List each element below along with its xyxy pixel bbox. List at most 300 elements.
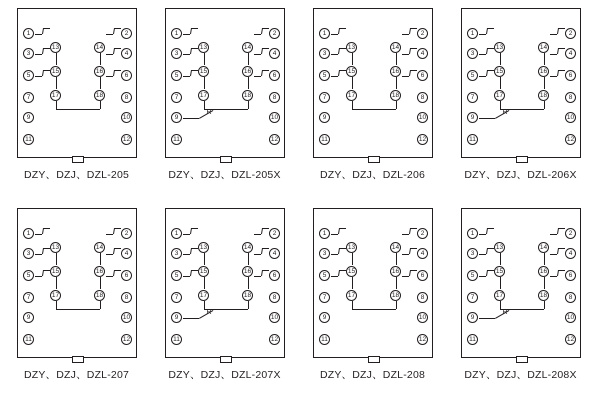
terminal-inner-right-18: 18	[391, 91, 400, 99]
terminal-right-2: 2	[121, 28, 132, 39]
terminal-inner-left-17: 17	[495, 91, 504, 99]
terminal-inner-left-13: 13	[51, 43, 60, 51]
terminal-right-4: 4	[269, 48, 280, 59]
terminal-left-11: 11	[23, 334, 34, 345]
inner-bridge-left-leg	[352, 301, 353, 309]
terminal-right-4: 4	[269, 248, 280, 259]
inner-bridge-right-leg	[396, 101, 397, 109]
terminal-left-3: 3	[171, 48, 182, 59]
terminal-inner-left-13: 13	[347, 243, 356, 251]
link-inner-right-a	[396, 53, 397, 65]
inner-bridge-right-leg	[396, 301, 397, 309]
terminal-left-11: 11	[467, 334, 478, 345]
terminal-left-7: 7	[171, 292, 182, 303]
diagram-cell-dzl-205x	[152, 8, 297, 182]
contact-mid-right-blade	[261, 48, 263, 54]
inner-bridge-bottom-link	[56, 109, 100, 110]
link-inner-left-b	[204, 77, 205, 89]
terminal-left-1: 1	[23, 228, 34, 239]
contact-mid-left-stub-left	[35, 54, 42, 55]
contact-mid-left-stub-left	[183, 54, 190, 55]
relay-panel-dzl-206[interactable]	[313, 8, 433, 158]
contact-mid-right-blade	[113, 48, 115, 54]
contact-mid-left-stub-left	[479, 54, 486, 55]
terminal-inner-right-16: 16	[243, 67, 252, 75]
link-inner-left-b	[56, 277, 57, 289]
terminal-right-8: 8	[565, 292, 576, 303]
contact-mid-left-stub-left	[35, 254, 42, 255]
terminal-right-8: 8	[269, 92, 280, 103]
terminal-left-7: 7	[319, 292, 330, 303]
contact-top-right-stub-left	[106, 234, 113, 235]
diagram-cell-dzl-206	[300, 8, 445, 182]
panel-caption: DZY、DZJ、DZL-205X	[168, 169, 281, 181]
contact-low-left-blade	[486, 70, 488, 76]
terminal-left-7: 7	[171, 92, 182, 103]
terminal-inner-right-16: 16	[391, 267, 400, 275]
terminal-left-3: 3	[319, 48, 330, 59]
terminal-left-5: 5	[171, 70, 182, 81]
link-inner-left-b	[56, 77, 57, 89]
contact-low-right-stub-left	[402, 276, 409, 277]
diagram-cell-dzl-208x	[448, 208, 593, 382]
contact-top-right-blade	[557, 28, 559, 34]
bottom-pin[interactable]	[220, 156, 232, 163]
terminal-inner-right-16: 16	[539, 67, 548, 75]
link-inner-right-b	[100, 77, 101, 89]
relay-panel-dzl-207x[interactable]	[165, 208, 285, 358]
contact-low-right-blade	[261, 270, 263, 276]
terminal-right-8: 8	[417, 292, 428, 303]
contact-low-right-blade	[409, 70, 411, 76]
contact-top-right-blade	[261, 228, 263, 234]
bottom-pin[interactable]	[368, 156, 380, 163]
terminal-inner-right-16: 16	[95, 67, 104, 75]
link-inner-right-b	[396, 277, 397, 289]
panel-caption: DZY、DZJ、DZL-205	[23, 169, 130, 181]
contact-top-left-stub-left	[35, 34, 42, 35]
contact-low-right-stub-left	[106, 76, 113, 77]
contact-low-left-blade	[190, 70, 192, 76]
terminal-inner-right-18: 18	[539, 291, 548, 299]
terminal-left-7: 7	[23, 292, 34, 303]
terminal-left-1: 1	[23, 28, 34, 39]
link-inner-right-a	[100, 253, 101, 265]
inner-bridge-bottom-link	[56, 309, 100, 310]
terminal-right-6: 6	[269, 270, 280, 281]
contact-top-left-stub-left	[331, 234, 338, 235]
terminal-left-9: 9	[171, 112, 182, 123]
relay-panel-dzl-208[interactable]	[313, 208, 433, 358]
contact-top-right-stub-left	[550, 34, 557, 35]
contact-mid-right-blade	[113, 248, 115, 254]
terminal-left-1: 1	[467, 28, 478, 39]
terminal-inner-left-13: 13	[495, 43, 504, 51]
contact-low-right-blade	[113, 70, 115, 76]
terminal-inner-left-17: 17	[199, 91, 208, 99]
contact-mid-right-blade	[409, 248, 411, 254]
terminal-right-8: 8	[121, 92, 132, 103]
terminal-inner-right-16: 16	[95, 267, 104, 275]
inner-bridge-right-leg	[544, 101, 545, 109]
contact-mid-left-blade	[42, 248, 44, 254]
contact-top-left-stub-left	[35, 234, 42, 235]
terminal-left-11: 11	[171, 334, 182, 345]
contact-top-left-stub-left	[331, 34, 338, 35]
terminal-left-3: 3	[23, 248, 34, 259]
contact-low-right-blade	[409, 270, 411, 276]
terminal-right-10: 10	[122, 113, 131, 121]
contact-low-left-blade	[338, 70, 340, 76]
terminal-inner-right-14: 14	[95, 43, 104, 51]
contact-top-left-blade	[42, 28, 44, 34]
terminal-right-2: 2	[269, 228, 280, 239]
terminal-inner-right-14: 14	[539, 43, 548, 51]
terminal-right-12: 12	[566, 135, 575, 143]
contact-top-right-blade	[409, 228, 411, 234]
coil-lead	[183, 318, 199, 319]
relay-panel-dzl-206x[interactable]	[461, 8, 581, 158]
contact-low-left-stub-left	[331, 276, 338, 277]
terminal-inner-right-16: 16	[243, 267, 252, 275]
terminal-left-9: 9	[319, 112, 330, 123]
contact-top-left-blade	[338, 28, 340, 34]
terminal-inner-left-15: 15	[495, 267, 504, 275]
terminal-inner-left-17: 17	[199, 291, 208, 299]
terminal-right-6: 6	[121, 70, 132, 81]
contact-top-right-stub-left	[254, 234, 261, 235]
link-inner-left-b	[500, 77, 501, 89]
contact-top-left-blade	[190, 28, 192, 34]
contact-top-left-stub-left	[183, 234, 190, 235]
terminal-right-2: 2	[121, 228, 132, 239]
contact-top-right-stub-left	[550, 234, 557, 235]
inner-bridge-right-leg	[248, 301, 249, 309]
terminal-right-2: 2	[417, 228, 428, 239]
link-inner-right-a	[544, 53, 545, 65]
link-inner-left-a	[352, 253, 353, 265]
terminal-inner-left-13: 13	[495, 243, 504, 251]
terminal-right-12: 12	[418, 335, 427, 343]
contact-low-right-stub-left	[550, 76, 557, 77]
contact-low-right-stub-left	[106, 276, 113, 277]
terminal-left-5: 5	[171, 270, 182, 281]
terminal-left-7: 7	[319, 92, 330, 103]
terminal-right-12: 12	[418, 135, 427, 143]
inner-bridge-right-leg	[544, 301, 545, 309]
terminal-right-4: 4	[565, 48, 576, 59]
terminal-right-2: 2	[565, 28, 576, 39]
link-inner-right-b	[544, 277, 545, 289]
terminal-right-12: 12	[122, 135, 131, 143]
bottom-pin[interactable]	[72, 156, 84, 163]
contact-low-right-blade	[557, 270, 559, 276]
terminal-inner-left-15: 15	[347, 267, 356, 275]
terminal-inner-right-14: 14	[95, 243, 104, 251]
terminal-inner-left-17: 17	[51, 291, 60, 299]
terminal-left-11: 11	[319, 334, 330, 345]
relay-panel-dzl-207[interactable]	[17, 208, 137, 358]
terminal-right-6: 6	[565, 270, 576, 281]
contact-low-right-stub-left	[402, 76, 409, 77]
diagram-cell-dzl-207x	[152, 208, 297, 382]
contact-mid-right-stub-left	[254, 254, 261, 255]
terminal-left-9: 9	[23, 312, 34, 323]
terminal-left-3: 3	[23, 48, 34, 59]
terminal-inner-left-13: 13	[347, 43, 356, 51]
contact-mid-left-blade	[338, 48, 340, 54]
contact-low-left-stub-left	[331, 76, 338, 77]
terminal-left-5: 5	[23, 70, 34, 81]
bottom-pin[interactable]	[72, 356, 84, 363]
terminal-inner-right-18: 18	[243, 291, 252, 299]
terminal-left-7: 7	[467, 292, 478, 303]
link-inner-left-b	[352, 77, 353, 89]
terminal-inner-right-18: 18	[95, 291, 104, 299]
terminal-right-4: 4	[121, 48, 132, 59]
bottom-pin[interactable]	[516, 156, 528, 163]
terminal-left-1: 1	[171, 28, 182, 39]
contact-top-right-blade	[409, 28, 411, 34]
terminal-inner-left-17: 17	[51, 91, 60, 99]
terminal-inner-left-13: 13	[51, 243, 60, 251]
contact-mid-right-blade	[557, 48, 559, 54]
diagram-cell-dzl-208	[300, 208, 445, 382]
relay-panel-dzl-208x[interactable]	[461, 208, 581, 358]
terminal-inner-right-16: 16	[391, 67, 400, 75]
contact-low-left-blade	[42, 270, 44, 276]
contact-mid-left-blade	[486, 48, 488, 54]
relay-panel-dzl-205[interactable]	[17, 8, 137, 158]
contact-low-left-stub-left	[35, 76, 42, 77]
terminal-right-12: 12	[122, 335, 131, 343]
terminal-right-4: 4	[121, 248, 132, 259]
diagram-cell-dzl-206x	[448, 8, 593, 182]
terminal-inner-left-15: 15	[347, 67, 356, 75]
inner-bridge-right-leg	[100, 101, 101, 109]
link-inner-right-b	[100, 277, 101, 289]
terminal-right-10: 10	[270, 313, 279, 321]
terminal-right-10: 10	[418, 113, 427, 121]
relay-panel-dzl-205x[interactable]	[165, 8, 285, 158]
contact-mid-left-blade	[338, 248, 340, 254]
terminal-right-2: 2	[565, 228, 576, 239]
contact-top-left-blade	[190, 228, 192, 234]
terminal-right-2: 2	[417, 28, 428, 39]
terminal-left-5: 5	[23, 270, 34, 281]
terminal-left-1: 1	[171, 228, 182, 239]
terminal-left-7: 7	[23, 92, 34, 103]
coil-label: R	[206, 309, 212, 316]
contact-mid-left-blade	[190, 248, 192, 254]
coil-lead	[183, 118, 199, 119]
contact-mid-right-blade	[557, 248, 559, 254]
inner-bridge-right-leg	[248, 101, 249, 109]
terminal-inner-left-17: 17	[347, 291, 356, 299]
terminal-inner-left-13: 13	[199, 243, 208, 251]
panel-caption: DZY、DZJ、DZL-207X	[168, 369, 281, 381]
terminal-left-3: 3	[171, 248, 182, 259]
diagram-cell-dzl-207	[4, 208, 149, 382]
contact-mid-right-blade	[409, 48, 411, 54]
contact-mid-right-stub-left	[106, 254, 113, 255]
link-inner-left-b	[500, 277, 501, 289]
contact-mid-right-stub-left	[402, 254, 409, 255]
panel-caption: DZY、DZJ、DZL-208	[319, 369, 426, 381]
terminal-left-1: 1	[319, 28, 330, 39]
contact-low-right-blade	[261, 70, 263, 76]
coil-lead	[479, 118, 495, 119]
terminal-right-4: 4	[565, 248, 576, 259]
link-inner-right-b	[396, 77, 397, 89]
diagram-cell-dzl-205	[4, 8, 149, 182]
link-inner-right-a	[248, 253, 249, 265]
terminal-right-10: 10	[122, 313, 131, 321]
terminal-inner-right-14: 14	[539, 243, 548, 251]
contact-top-right-blade	[113, 228, 115, 234]
coil-label: R	[502, 109, 508, 116]
terminal-left-1: 1	[467, 228, 478, 239]
terminal-left-1: 1	[319, 228, 330, 239]
link-inner-left-a	[204, 253, 205, 265]
terminal-right-12: 12	[270, 335, 279, 343]
coil-lead	[479, 318, 495, 319]
contact-mid-left-blade	[190, 48, 192, 54]
contact-mid-left-blade	[486, 248, 488, 254]
contact-low-left-stub-left	[479, 76, 486, 77]
terminal-right-6: 6	[121, 270, 132, 281]
inner-bridge-bottom-link	[352, 309, 396, 310]
contact-mid-right-blade	[261, 248, 263, 254]
terminal-right-6: 6	[417, 70, 428, 81]
link-inner-right-b	[248, 277, 249, 289]
contact-low-left-stub-left	[183, 76, 190, 77]
terminal-inner-right-18: 18	[539, 91, 548, 99]
contact-top-right-stub-left	[402, 34, 409, 35]
contact-low-left-blade	[338, 270, 340, 276]
inner-bridge-left-leg	[500, 101, 501, 109]
link-inner-left-a	[500, 253, 501, 265]
terminal-right-6: 6	[417, 270, 428, 281]
terminal-right-10: 10	[270, 113, 279, 121]
link-inner-left-b	[204, 277, 205, 289]
link-inner-left-a	[56, 53, 57, 65]
link-inner-left-b	[352, 277, 353, 289]
link-inner-left-a	[352, 53, 353, 65]
terminal-right-10: 10	[418, 313, 427, 321]
inner-bridge-left-leg	[56, 301, 57, 309]
contact-low-right-blade	[113, 270, 115, 276]
terminal-inner-left-13: 13	[199, 43, 208, 51]
terminal-left-9: 9	[23, 112, 34, 123]
terminal-inner-right-14: 14	[391, 43, 400, 51]
terminal-left-9: 9	[467, 112, 478, 123]
terminal-right-10: 10	[566, 113, 575, 121]
terminal-left-11: 11	[23, 134, 34, 145]
contact-top-left-blade	[486, 28, 488, 34]
link-inner-right-a	[248, 53, 249, 65]
panel-caption: DZY、DZJ、DZL-206	[319, 169, 426, 181]
contact-mid-right-stub-left	[550, 254, 557, 255]
terminal-inner-right-14: 14	[243, 243, 252, 251]
terminal-left-3: 3	[467, 248, 478, 259]
inner-bridge-left-leg	[204, 101, 205, 109]
link-inner-right-b	[248, 77, 249, 89]
terminal-right-4: 4	[417, 248, 428, 259]
terminal-left-5: 5	[467, 270, 478, 281]
terminal-left-5: 5	[467, 70, 478, 81]
contact-mid-left-stub-left	[479, 254, 486, 255]
contact-low-right-stub-left	[254, 276, 261, 277]
terminal-inner-right-16: 16	[539, 267, 548, 275]
terminal-inner-left-15: 15	[51, 267, 60, 275]
contact-top-left-blade	[42, 228, 44, 234]
terminal-left-11: 11	[467, 134, 478, 145]
contact-low-left-stub-left	[183, 276, 190, 277]
panel-caption: DZY、DZJ、DZL-207	[23, 369, 130, 381]
contact-top-right-blade	[113, 28, 115, 34]
coil-label: R	[206, 109, 212, 116]
terminal-inner-right-18: 18	[391, 291, 400, 299]
contact-low-right-stub-left	[550, 276, 557, 277]
link-inner-right-a	[100, 53, 101, 65]
terminal-inner-left-17: 17	[347, 91, 356, 99]
bottom-pin[interactable]	[220, 356, 232, 363]
terminal-right-8: 8	[121, 292, 132, 303]
inner-bridge-left-leg	[56, 101, 57, 109]
contact-low-left-blade	[42, 70, 44, 76]
contact-top-left-blade	[338, 228, 340, 234]
contact-low-left-stub-left	[35, 276, 42, 277]
contact-top-right-blade	[557, 228, 559, 234]
contact-mid-right-stub-left	[402, 54, 409, 55]
contact-top-left-stub-left	[183, 34, 190, 35]
contact-top-right-stub-left	[254, 34, 261, 35]
bottom-pin[interactable]	[516, 356, 528, 363]
panel-caption: DZY、DZJ、DZL-206X	[464, 169, 577, 181]
terminal-inner-left-15: 15	[495, 67, 504, 75]
contact-low-left-blade	[190, 270, 192, 276]
contact-mid-left-stub-left	[331, 254, 338, 255]
contact-mid-left-stub-left	[183, 254, 190, 255]
contact-mid-right-stub-left	[106, 54, 113, 55]
link-inner-left-a	[500, 53, 501, 65]
link-inner-left-a	[56, 253, 57, 265]
bottom-pin[interactable]	[368, 356, 380, 363]
terminal-left-9: 9	[319, 312, 330, 323]
terminal-left-9: 9	[467, 312, 478, 323]
terminal-inner-right-14: 14	[391, 243, 400, 251]
terminal-left-3: 3	[467, 48, 478, 59]
panel-caption: DZY、DZJ、DZL-208X	[464, 369, 577, 381]
terminal-right-8: 8	[269, 292, 280, 303]
terminal-left-11: 11	[171, 134, 182, 145]
contact-mid-left-stub-left	[331, 54, 338, 55]
terminal-right-6: 6	[565, 70, 576, 81]
terminal-left-11: 11	[319, 134, 330, 145]
terminal-inner-right-14: 14	[243, 43, 252, 51]
terminal-left-9: 9	[171, 312, 182, 323]
contact-low-left-blade	[486, 270, 488, 276]
terminal-right-12: 12	[270, 135, 279, 143]
inner-bridge-bottom-link	[352, 109, 396, 110]
contact-mid-right-stub-left	[254, 54, 261, 55]
contact-low-right-stub-left	[254, 76, 261, 77]
coil-label: R	[502, 309, 508, 316]
link-inner-right-a	[544, 253, 545, 265]
terminal-right-4: 4	[417, 48, 428, 59]
terminal-inner-left-17: 17	[495, 291, 504, 299]
